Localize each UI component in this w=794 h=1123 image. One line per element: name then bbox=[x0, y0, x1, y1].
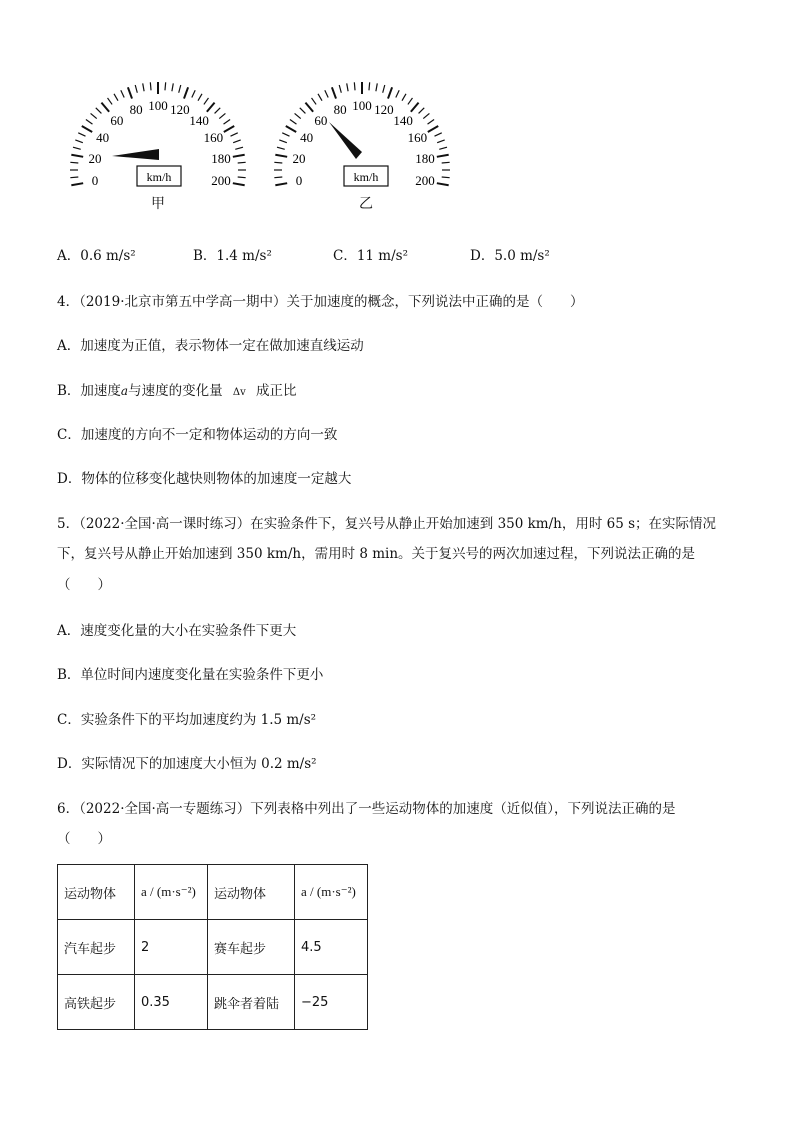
tick-label: 40 bbox=[300, 130, 314, 145]
tick-label: 80 bbox=[333, 101, 347, 117]
minor-tick bbox=[277, 147, 285, 149]
tick-label: 140 bbox=[189, 112, 209, 128]
minor-tick bbox=[383, 85, 385, 93]
major-tick bbox=[428, 126, 438, 132]
q4-b-post: 成正比 bbox=[256, 383, 297, 399]
minor-tick bbox=[238, 162, 246, 163]
acceleration-table bbox=[57, 864, 368, 1030]
major-tick bbox=[411, 103, 419, 112]
minor-tick bbox=[70, 177, 78, 178]
minor-tick bbox=[439, 147, 447, 149]
tick-label: 60 bbox=[314, 112, 328, 128]
gauge-caption-jia: 甲 bbox=[151, 196, 165, 212]
q5-option-c: C．实验条件下的平均加速度约为 1.5 m/s² bbox=[57, 712, 317, 728]
minor-tick bbox=[435, 133, 442, 136]
needle bbox=[112, 149, 159, 160]
minor-tick bbox=[91, 113, 97, 118]
q5-stem-line1: 5．（2022·全国·高一课时练习）在实验条件下，复兴号从静止开始加速到 350 km/h，用时 65 s；在实际情况 bbox=[57, 516, 717, 532]
major-tick bbox=[437, 183, 449, 185]
minor-tick bbox=[347, 83, 348, 91]
major-tick bbox=[437, 155, 449, 157]
minor-tick bbox=[423, 113, 429, 118]
q6-stem-line2: （ ） bbox=[57, 831, 111, 847]
minor-tick bbox=[235, 147, 243, 149]
tick-label: 80 bbox=[129, 101, 143, 117]
tick-label: 180 bbox=[415, 150, 435, 166]
minor-tick bbox=[339, 85, 341, 93]
unit-label: km/h bbox=[353, 170, 379, 184]
tick-label: 20 bbox=[88, 150, 102, 166]
unit-label: km/h bbox=[146, 170, 172, 184]
major-tick bbox=[224, 126, 234, 132]
speedometer-yi bbox=[262, 70, 462, 190]
minor-tick bbox=[396, 90, 399, 97]
minor-tick bbox=[274, 162, 282, 163]
major-tick bbox=[71, 155, 83, 157]
minor-tick bbox=[312, 98, 317, 105]
table-header-cell: 运动物体 bbox=[58, 865, 135, 920]
table-header-cell: a / (m·s⁻²) bbox=[135, 865, 208, 920]
minor-tick bbox=[295, 113, 301, 118]
minor-tick bbox=[274, 177, 282, 178]
q4-option-a: A．加速度为正值，表示物体一定在做加速直线运动 bbox=[57, 338, 364, 354]
q4-option-c: C．加速度的方向不一定和物体运动的方向一致 bbox=[57, 427, 338, 443]
minor-tick bbox=[233, 140, 241, 143]
tick-label: 200 bbox=[415, 173, 435, 189]
minor-tick bbox=[204, 98, 209, 105]
q5-option-d: D．实际情况下的加速度大小恒为 0.2 m/s² bbox=[57, 756, 317, 772]
major-tick bbox=[305, 103, 313, 112]
minor-tick bbox=[165, 82, 166, 90]
minor-tick bbox=[143, 83, 144, 91]
minor-tick bbox=[198, 94, 202, 101]
minor-tick bbox=[428, 120, 435, 125]
minor-tick bbox=[73, 147, 81, 149]
tick-label: 0 bbox=[295, 173, 303, 189]
q5-stem-line2: 下，复兴号从静止开始加速到 350 km/h，需用时 8 min。关于复兴号的两次加速过程，下列说法正确的是 bbox=[57, 546, 696, 562]
minor-tick bbox=[179, 85, 181, 93]
minor-tick bbox=[369, 82, 370, 90]
q5-option-a: A．速度变化量的大小在实验条件下更大 bbox=[57, 623, 297, 639]
q4-stem: 4．（2019·北京市第五中学高一期中）关于加速度的概念，下列说法中正确的是（ ） bbox=[57, 294, 584, 310]
major-tick bbox=[184, 87, 188, 98]
major-tick bbox=[128, 87, 132, 98]
speedometer-jia bbox=[60, 70, 260, 190]
table-cell: 4.5 bbox=[295, 920, 368, 975]
table-cell: 2 bbox=[135, 920, 208, 975]
minor-tick bbox=[70, 162, 78, 163]
major-tick bbox=[233, 155, 245, 157]
minor-tick bbox=[402, 94, 406, 101]
minor-tick bbox=[215, 108, 221, 114]
major-tick bbox=[207, 103, 215, 112]
minor-tick bbox=[114, 94, 118, 101]
tick-label: 100 bbox=[352, 98, 372, 113]
q4-b-mid: 与速度的变化量 bbox=[128, 383, 223, 399]
table-cell: 高铁起步 bbox=[58, 975, 135, 1030]
tick-label: 60 bbox=[110, 112, 124, 128]
table-header-row bbox=[58, 865, 368, 920]
minor-tick bbox=[75, 140, 83, 143]
minor-tick bbox=[354, 82, 355, 90]
minor-tick bbox=[86, 120, 93, 125]
minor-tick bbox=[442, 162, 450, 163]
tick-label: 120 bbox=[374, 101, 394, 117]
table-cell: 汽车起步 bbox=[58, 920, 135, 975]
symbol-delta-v: Δv bbox=[232, 387, 246, 398]
major-tick bbox=[275, 155, 287, 157]
tick-label: 0 bbox=[91, 173, 99, 189]
minor-tick bbox=[279, 140, 287, 143]
minor-tick bbox=[231, 133, 238, 136]
gauge-caption-yi: 乙 bbox=[359, 196, 373, 212]
major-tick bbox=[388, 87, 392, 98]
table-header-cell: a / (m·s⁻²) bbox=[295, 865, 368, 920]
table-cell: 0.35 bbox=[135, 975, 208, 1030]
minor-tick bbox=[325, 90, 328, 97]
minor-tick bbox=[290, 120, 297, 125]
major-tick bbox=[286, 126, 296, 132]
tick-label: 20 bbox=[292, 150, 306, 166]
q3-option-d: D．5.0 m/s² bbox=[470, 248, 550, 264]
minor-tick bbox=[419, 108, 425, 114]
q5-option-b: B．单位时间内速度变化量在实验条件下更小 bbox=[57, 667, 324, 683]
tick-label: 160 bbox=[407, 130, 428, 145]
tick-label: 140 bbox=[393, 112, 413, 128]
tick-label: 100 bbox=[148, 98, 168, 113]
tick-label: 40 bbox=[96, 130, 110, 145]
major-tick bbox=[71, 183, 83, 185]
minor-tick bbox=[442, 177, 450, 178]
table-cell: −25 bbox=[295, 975, 368, 1030]
major-tick bbox=[82, 126, 92, 132]
minor-tick bbox=[78, 133, 85, 136]
minor-tick bbox=[376, 83, 377, 91]
tick-label: 200 bbox=[211, 173, 231, 189]
minor-tick bbox=[172, 83, 173, 91]
minor-tick bbox=[121, 90, 124, 97]
q4-b-pre: B．加速度 bbox=[57, 383, 121, 399]
table-row bbox=[58, 920, 368, 975]
minor-tick bbox=[300, 108, 306, 114]
table-cell: 跳伞者着陆 bbox=[208, 975, 295, 1030]
table-cell: 赛车起步 bbox=[208, 920, 295, 975]
tick-label: 120 bbox=[170, 101, 190, 117]
q3-option-a: A．0.6 m/s² bbox=[57, 248, 136, 264]
minor-tick bbox=[238, 177, 246, 178]
minor-tick bbox=[108, 98, 113, 105]
q3-option-b: B．1.4 m/s² bbox=[193, 248, 272, 264]
q4-option-b bbox=[57, 379, 297, 399]
tick-label: 160 bbox=[203, 130, 224, 145]
table-header-cell: 运动物体 bbox=[208, 865, 295, 920]
major-tick bbox=[101, 103, 109, 112]
tick-label: 180 bbox=[211, 150, 231, 166]
major-tick bbox=[275, 183, 287, 185]
minor-tick bbox=[224, 120, 231, 125]
minor-tick bbox=[150, 82, 151, 90]
minor-tick bbox=[135, 85, 137, 93]
table-row bbox=[58, 975, 368, 1030]
major-tick bbox=[233, 183, 245, 185]
minor-tick bbox=[192, 90, 195, 97]
minor-tick bbox=[437, 140, 445, 143]
symbol-a: a bbox=[120, 384, 129, 398]
q6-stem-line1: 6．（2022·全国·高一专题练习）下列表格中列出了一些运动物体的加速度（近似值），下列说法正确的是 bbox=[57, 801, 676, 817]
minor-tick bbox=[318, 94, 322, 101]
minor-tick bbox=[219, 113, 225, 118]
q4-option-d: D．物体的位移变化越快则物体的加速度一定越大 bbox=[57, 471, 352, 487]
minor-tick bbox=[408, 98, 413, 105]
minor-tick bbox=[96, 108, 102, 114]
needle bbox=[329, 122, 362, 159]
minor-tick bbox=[282, 133, 289, 136]
q3-option-c: C．11 m/s² bbox=[333, 248, 408, 264]
major-tick bbox=[332, 87, 336, 98]
q5-stem-line3: （ ） bbox=[57, 577, 111, 593]
